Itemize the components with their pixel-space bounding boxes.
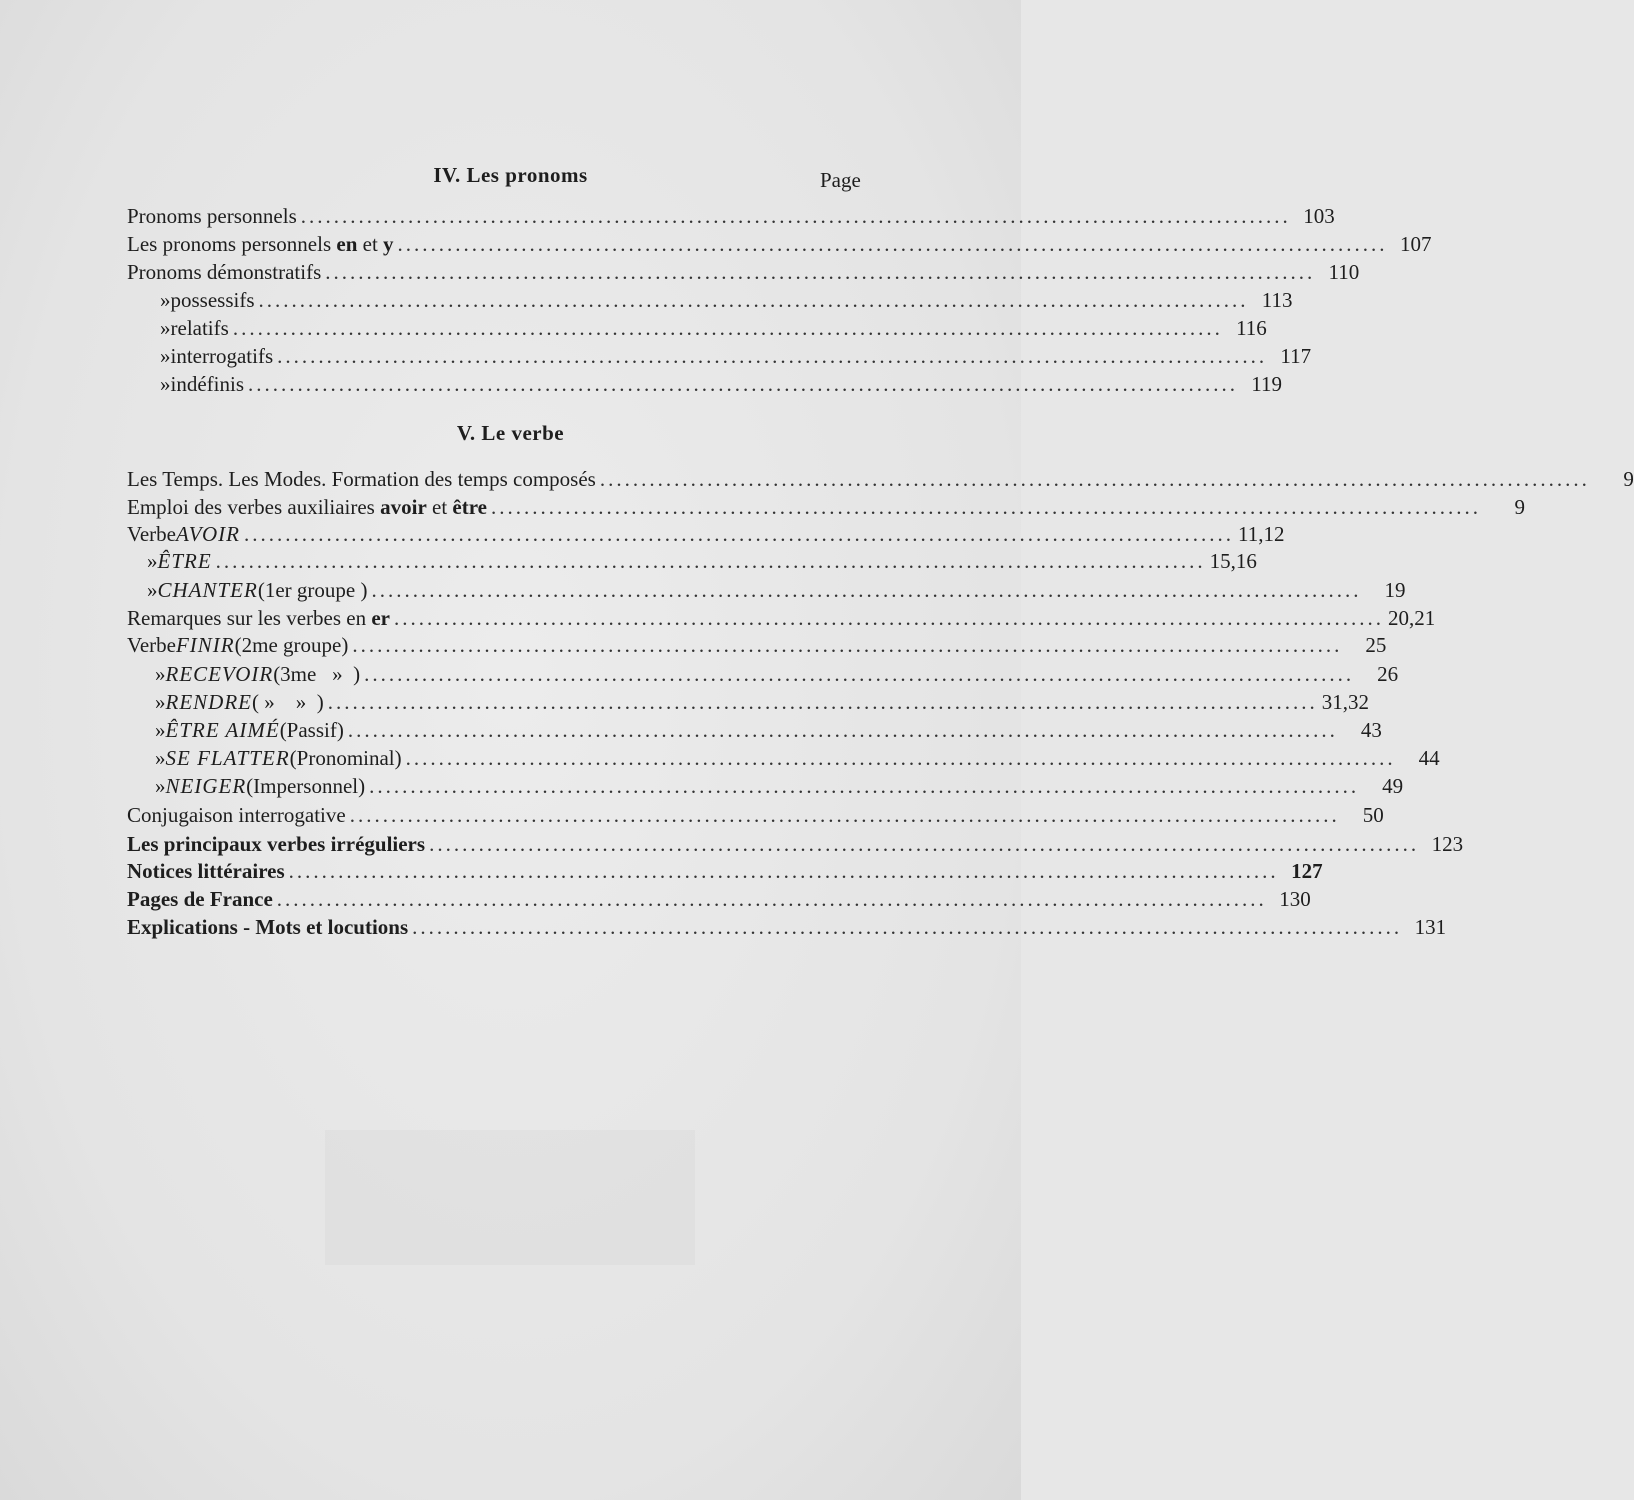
dot-leader: ........................................................................................................................ <box>277 344 1268 368</box>
dot-leader: ........................................................................................................................ <box>215 549 1206 573</box>
entry-page: 50 <box>1362 803 1384 827</box>
dot-leader: ........................................................................................................................ <box>325 260 1316 284</box>
entry-label: Verbe <box>127 633 176 657</box>
toc-entry <box>127 830 1464 858</box>
dot-leader: ........................................................................................................................ <box>349 803 1340 827</box>
entry-page: 110 <box>1328 260 1360 284</box>
dot-leader: ........................................................................................................................ <box>288 859 1279 883</box>
ditto-mark: » <box>160 344 171 368</box>
verb-name: ÊTRE AIMÉ <box>165 718 280 742</box>
entry-page: 130 <box>1279 887 1311 911</box>
dot-leader: ........................................................................................................................ <box>412 915 1403 939</box>
paper-stain <box>325 1130 695 1265</box>
entry-page: 117 <box>1280 344 1312 368</box>
entry-title: Les Temps. Les Modes. Formation des temps composés <box>127 467 596 491</box>
toc-entry <box>155 660 1399 688</box>
entry-title: Explications - Mots et locutions <box>127 915 409 939</box>
entry-page: 49 <box>1382 774 1404 798</box>
dot-leader: ........................................................................................................................ <box>491 495 1481 519</box>
entry-page: 15,16 <box>1209 549 1257 573</box>
entry-title: Les pronoms personnels en et y <box>127 232 394 256</box>
toc-entry <box>155 716 1382 744</box>
dot-leader: ........................................................................................................................ <box>364 662 1355 686</box>
entry-page: 44 <box>1418 746 1440 770</box>
toc-entry <box>155 688 1369 716</box>
toc-entry <box>127 913 1447 941</box>
toc-entry <box>155 744 1440 772</box>
dot-leader: ........................................................................................................................ <box>276 887 1267 911</box>
entry-title: possessifs <box>170 288 255 312</box>
dot-leader: ........................................................................................................................ <box>371 578 1362 602</box>
verb-group: ( » » ) <box>251 690 324 714</box>
entry-title: interrogatifs <box>170 344 274 368</box>
entry-page: 123 <box>1431 832 1464 856</box>
ditto-mark: » <box>155 774 166 798</box>
entry-page: 9 <box>1623 467 1634 491</box>
verb-name: AVOIR <box>175 522 240 546</box>
toc-entry <box>147 576 1406 604</box>
toc-entry <box>127 493 1525 521</box>
entry-title: Emploi des verbes auxiliaires avoir et être <box>127 495 487 519</box>
toc-entry <box>147 547 1257 575</box>
toc-entry <box>127 465 1634 493</box>
section-title-pronoms: IV. Les pronoms <box>433 163 588 187</box>
verb-name: NEIGER <box>165 774 247 798</box>
entry-title: Pronoms démonstratifs <box>127 260 322 284</box>
dot-leader: ........................................................................................................................ <box>369 774 1360 798</box>
entry-title: Remarques sur les verbes en er <box>127 606 390 630</box>
dot-leader: ........................................................................................................................ <box>352 633 1343 657</box>
dot-leader: ........................................................................................................................ <box>300 204 1291 228</box>
toc-entry <box>127 230 1432 258</box>
entry-title: Conjugaison interrogative <box>127 803 346 827</box>
dot-leader: ........................................................................................................................ <box>248 372 1238 396</box>
dot-leader: ........................................................................................................................ <box>232 316 1223 340</box>
dot-leader: ........................................................................................................................ <box>347 718 1338 742</box>
section-title-verbe: V. Le verbe <box>456 421 565 445</box>
entry-page: 20,21 <box>1388 606 1436 630</box>
toc-entry <box>127 604 1436 632</box>
dot-leader: ........................................................................................................................ <box>405 746 1396 770</box>
verb-group: (Passif) <box>279 718 344 742</box>
entry-title: indéfinis <box>170 372 244 396</box>
dot-leader: ........................................................................................................................ <box>397 232 1388 256</box>
verb-name: ÊTRE <box>157 549 212 573</box>
ditto-mark: » <box>147 549 158 573</box>
dot-leader: ........................................................................................................................ <box>599 467 1590 491</box>
toc-entry <box>127 857 1323 885</box>
toc-entry <box>127 202 1335 230</box>
ditto-mark: » <box>147 578 158 602</box>
toc-entry <box>160 370 1282 398</box>
verb-name: CHANTER <box>157 578 258 602</box>
entry-page: 113 <box>1261 288 1293 312</box>
entry-label: Verbe <box>127 522 176 546</box>
entry-page: 131 <box>1414 915 1447 939</box>
toc-entry <box>127 520 1285 548</box>
entry-title: Pronoms personnels <box>127 204 297 228</box>
toc-entry <box>127 801 1384 829</box>
toc-entry <box>160 286 1293 314</box>
entry-page: 103 <box>1303 204 1335 228</box>
ditto-mark: » <box>155 746 166 770</box>
dot-leader: ........................................................................................................................ <box>394 606 1384 630</box>
ditto-mark: » <box>160 372 171 396</box>
entry-title: relatifs <box>170 316 229 340</box>
ditto-mark: » <box>160 316 171 340</box>
toc-entry <box>160 342 1312 370</box>
verb-name: RECEVOIR <box>165 662 274 686</box>
ditto-mark: » <box>155 662 166 686</box>
toc-entry <box>160 314 1267 342</box>
toc-entry <box>127 258 1360 286</box>
toc-entry <box>127 631 1387 659</box>
ditto-mark: » <box>155 718 166 742</box>
verb-group: (Pronominal) <box>289 746 402 770</box>
entry-page: 25 <box>1365 633 1387 657</box>
verb-group: (Impersonnel) <box>246 774 366 798</box>
dot-leader: ........................................................................................................................ <box>243 522 1234 546</box>
entry-page: 19 <box>1384 578 1406 602</box>
entry-page: 119 <box>1251 372 1282 396</box>
entry-page: 43 <box>1360 718 1382 742</box>
dot-leader: ........................................................................................................................ <box>327 690 1318 714</box>
entry-title: Notices littéraires <box>127 859 285 883</box>
entry-page: 26 <box>1377 662 1399 686</box>
toc-entry <box>155 772 1404 800</box>
verb-group: (3me » ) <box>273 662 361 686</box>
toc-entry <box>127 885 1311 913</box>
entry-title: Les principaux verbes irréguliers <box>127 832 426 856</box>
entry-page: 107 <box>1400 232 1432 256</box>
ditto-mark: » <box>155 690 166 714</box>
entry-page: 127 <box>1291 859 1323 883</box>
verb-name: RENDRE <box>165 690 252 714</box>
verb-group: (2me groupe) <box>234 633 349 657</box>
verb-name: SE FLATTER <box>165 746 290 770</box>
ditto-mark: » <box>160 288 171 312</box>
verb-name: FINIR <box>175 633 235 657</box>
dot-leader: ........................................................................................................................ <box>258 288 1249 312</box>
entry-page: 11,12 <box>1237 522 1285 546</box>
entry-page: 31,32 <box>1321 690 1369 714</box>
entry-page: 116 <box>1236 316 1267 340</box>
dot-leader: ........................................................................................................................ <box>429 832 1420 856</box>
page-column-label: Page <box>820 168 861 192</box>
entry-title: Pages de France <box>127 887 273 911</box>
verb-group: (1er groupe ) <box>257 578 368 602</box>
entry-page: 9 <box>1514 495 1525 519</box>
